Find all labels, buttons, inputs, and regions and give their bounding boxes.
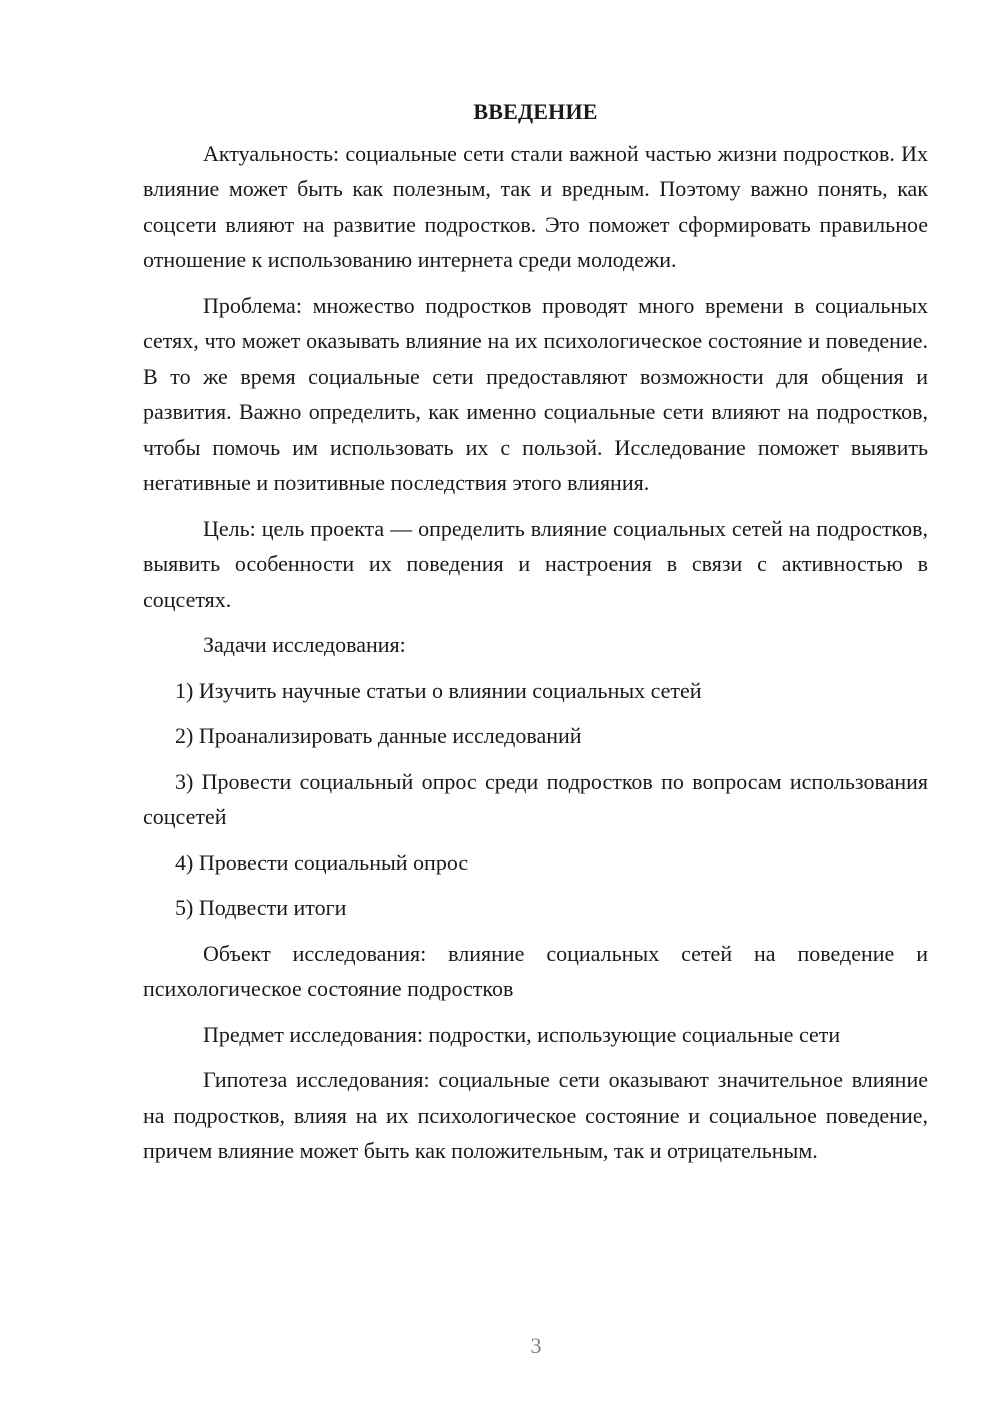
hypothesis-paragraph: Гипотеза исследования: социальные сети оказывают значительное влияние на подростков, влияя на их психологическое состояние и социальное поведение, причем влияние может быть как положительным, так и отрицательным.: [143, 1067, 928, 1163]
tasks-heading: Задачи исследования:: [203, 632, 406, 657]
task-item: 3) Провести социальный опрос среди подростков по вопросам использования соцсетей: [143, 768, 928, 829]
object-paragraph: Объект исследования: влияние социальных сетей на поведение и психологическое состояние подростков: [143, 940, 928, 1001]
goal-paragraph: Цель: цель проекта — определить влияние социальных сетей на подростков, выявить особенности их поведения и настроения в связи с активностью в соцсетях.: [143, 515, 928, 612]
task-item: 1) Изучить научные статьи о влиянии социальных сетей: [175, 677, 702, 703]
page-title: ВВЕДЕНИЕ: [473, 99, 598, 124]
page-content: [143, 94, 928, 1179]
page-number: 3: [530, 1333, 542, 1358]
relevance-paragraph: Актуальность: социальные сети стали важной частью жизни подростков. Их влияние может быть как полезным, так и вредным. Поэтому важно понять, как соцсети влияют на развитие подростков. Это поможет сформировать правильное отношение к использованию интернета среди молодежи.: [143, 140, 928, 272]
task-item: 2) Проанализировать данные исследований: [175, 723, 582, 748]
task-item: 4) Провести социальный опрос: [175, 849, 469, 875]
problem-paragraph: Проблема: множество подростков проводят много времени в социальных сетях, что может оказывать влияние на их психологическое состояние и поведение. В то же время социальные сети предоставляют возможности для общения и развития. Важно определить, как именно социальные сети влияют на подростков, чтобы помочь им использовать их с пользой. Исследование поможет выявить негативные и позитивные последствия этого влияния.: [143, 292, 928, 495]
task-item: 5) Подвести итоги: [175, 895, 347, 920]
subject-paragraph: Предмет исследования: подростки, использующие социальные сети: [203, 1021, 841, 1047]
